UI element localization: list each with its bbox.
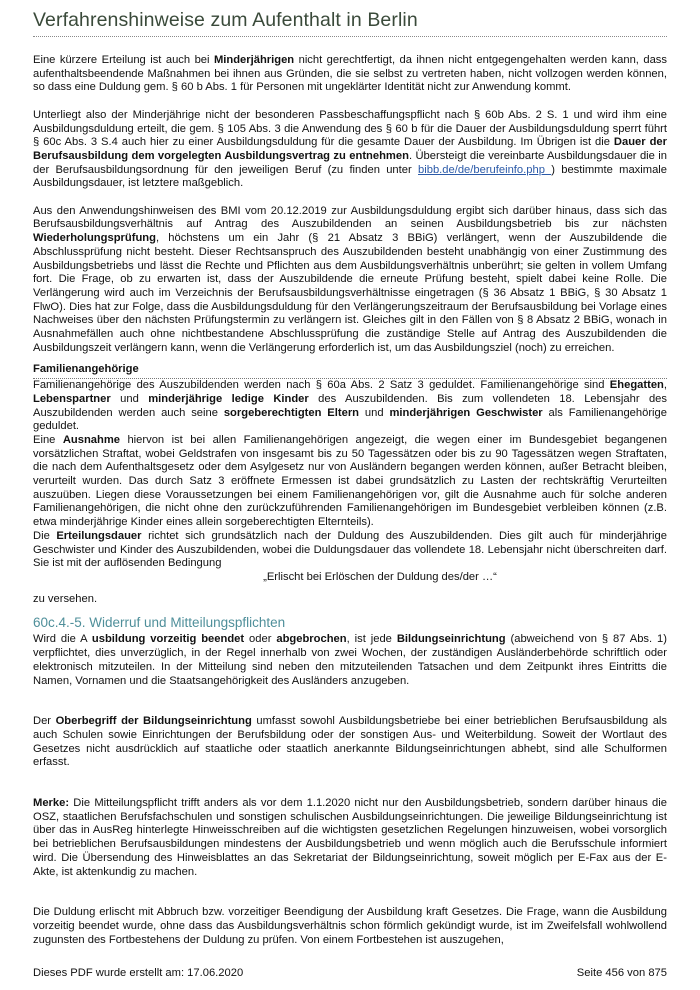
section-title: 60c.4.-5. Widerruf und Mitteilungspflichten	[33, 615, 286, 631]
text: (abweichend von § 87 Abs. 1) verpflichtet, dies unverzüglich, in der Regel innerhalb von zwei Wochen, der zuständigen Ausländerbehörde schriftlich oder elektronisch mitzuteilen. In der Mitteilung sind neben den mitzuteilenden Tatsachen und dem Zeitpunkt ihres Eintritts die Namen, Vornamen und die Staatsangehörigkeit des Ausländers anzugeben.	[33, 633, 667, 687]
emphasis: minderjährigen Geschwister	[389, 406, 543, 419]
family-heading: Familienangehörige	[33, 363, 139, 376]
creation-date: Dieses PDF wurde erstellt am: 17.06.2020	[33, 967, 244, 979]
emphasis: Dauer der Berufsausbildung dem vorgelegten Ausbildungsvertrag zu entnehmen	[33, 136, 667, 162]
text: Familienangehörige des Auszubildenden werden nach § 60a Abs. 2 Satz 3 geduldet. Familienangehörige sind	[33, 379, 610, 392]
emphasis: Wiederholungsprüfung	[33, 232, 156, 245]
paragraph-note	[33, 797, 667, 879]
emphasis: Ausnahme	[62, 433, 121, 446]
text: als Familienangehörige geduldet.	[33, 406, 667, 433]
emphasis: usbildung vorzeitig beendet	[91, 633, 245, 646]
paragraph-expiry: Die Duldung erlischt mit Abbruch bzw. vorzeitiger Beendigung der Ausbildung kraft Gesetzes. Die Frage, wann die Ausbildung vorzeitig beendet wurde, ohne dass das Ausbildungsverhältnis schon förmlich gekündigt wurde, ist im Zweifelsfall wohlwollend zugunsten des Fortbestehens der Duldung zu prüfen. Von einem Fortbestehen ist auszugehen,	[33, 906, 667, 946]
text: ,	[663, 379, 667, 392]
emphasis: Minderjährigen	[213, 54, 295, 66]
text: Unterliegt also der Minderjährige nicht der besonderen Passbeschaffungspflicht nach § 60b Abs. 2 S. 1 und wird ihm eine Ausbildungsduldung erteilt, die gem. § 105 Abs. 3 die Anwendung des § 60 b für die Dauer der Ausbildungsduldung sperrt führt § 60c Abs. 3 S.4 auch hier zu einer Ausbildungsduldung für die gesamte Dauer der Ausbildung. Im Übrigen ist die	[33, 108, 667, 149]
document-body	[33, 54, 667, 947]
title-divider	[33, 36, 667, 37]
text: Aus den Anwendungshinweisen des BMI vom 20.12.2019 zur Ausbildungsduldung ergibt sich darüber hinaus, dass sich das Berufsausbildungsverhältnis auf Antrag des Auszubildenden an seinen Ausbildungsbetrieb bis zur nächsten	[33, 204, 667, 231]
paragraph-notification-duty	[33, 633, 667, 688]
emphasis: sorgeberechtigten Eltern	[223, 406, 360, 419]
text: des Auszubildenden. Bis zum vollendeten 18. Lebensjahr des Auszubildenden werden auch seine	[33, 392, 667, 419]
emphasis: Merke:	[33, 797, 70, 810]
emphasis: Bildungseinrichtung	[396, 633, 506, 646]
text: Eine kürzere Erteilung ist auch bei	[33, 54, 214, 66]
text: , ist jede	[346, 633, 397, 646]
text: Die	[33, 529, 57, 542]
paragraph-family-duration	[33, 530, 667, 571]
text: Der	[33, 715, 56, 728]
text: Die Mitteilungspflicht trifft anders als vor dem 1.1.2020 nicht nur den Ausbildungsbetrieb, sondern darüber hinaus die OSZ, staatlichen Berufsfachschulen und sonstigen schulischen Ausbildungseinrichtungen. Die jeweilige Bildungseinrichtung ist über das in AusReg hinterlegte Hinweisschreiben auf die wichtigsten gesetzlichen Regelungen hinzuweisen, wobei vorsorglich bei betrieblichen Berufsausbildungen mindestens der Ausbildungsbetrieb und wenn möglich auch die Berufsschule informiert wird. Die Übersendung des Hinweisblattes an das Sekretariat der Bildungseinrichtung, soweit möglich per E-Fax aus der E-Akte, ist aktenkundig zu machen.	[33, 797, 667, 878]
emphasis: minderjährige ledige Kinder	[148, 392, 309, 405]
text: Eine	[33, 433, 63, 446]
page-title: Verfahrenshinweise zum Aufenthalt in Berlin	[33, 9, 418, 31]
text: und	[110, 392, 149, 405]
text: Wird die A	[33, 633, 92, 646]
emphasis: Oberbegriff der Bildungseinrichtung	[55, 715, 252, 728]
emphasis: Lebenspartner	[33, 392, 111, 405]
paragraph-bmi-guidance	[33, 205, 667, 356]
emphasis: Erteilungsdauer	[56, 529, 142, 542]
paragraph-training-duration	[33, 109, 667, 191]
paragraph-family-exception	[33, 434, 667, 530]
text: hiervon ist bei allen Familienangehörigen angezeigt, die wegen einer im Bundesgebiet begangenen vorsätzlichen Straftat, wobei Geldstrafen von insgesamt bis zu 50 Tagessätzen oder bis zu 90 Tagessätzen wegen Straftaten, die nach dem Aufenthaltsgesetz oder dem Asylgesetz nur von Ausländern begangen werden können, außer Betracht bleiben, verurteilt wurden. Das durch Satz 3 eröffnete Ermessen ist dabei grundsätzlich zu Lasten der rechtskräftig Verurteilten auszuüben. Liegen diese Voraussetzungen bei einem Familienangehörigen vor, gilt die Ausnahme auch für solche anderen Familienangehörigen, die nicht ohne den zurückzuführenden Familienangehörigen im Bundesgebiet verbleiben können (z.B. etwa minderjährige Kinder eines allein sorgeberechtigten Elternteils).	[33, 433, 667, 529]
paragraph-family-members	[33, 379, 667, 434]
text: , höchstens um ein Jahr (§ 21 Absatz 3 BBiG) verlängert, wenn der Auszubildende die Abschlussprüfung nicht besteht. Dieser Rechtsanspruch des Auszubildenden besteht unabhängig von einer Zustimmung des Ausbildungsbetriebs und lässt die Rechte und Pflichten aus dem Ausbildungsverhältnis unberührt; sie gelten in vollem Umfang fort. Die Frage, ob zu erwarten ist, dass der Auszubildende die erneute Prüfung besteht, spielt dabei keine Rolle. Die Verlängerung wird auch im Verzeichnis der Berufsausbildungsverhältnisse eingetragen (§ 36 Absatz 1 BBiG, § 30 Absatz 1 FlwO). Dies hat zur Folge, dass die Ausbildungsduldung für den Verlängerungszeitraum der Berufsausbildung bei Vorlage eines Nachweises über den nächsten Prüfungstermin zu verlängern ist. Gleiches gilt in den Fällen von § 8 Absatz 2 BBiG, wonach in Ausnahmefällen auch ohne nichtbestandene Abschlussprüfung die zuständige Stelle auf Antrag des Auszubildenden die Ausbildungszeit verlängern kann, wenn die Verlängerung erforderlich ist, um das Ausbildungsziel (noch) zu erreichen.	[33, 232, 667, 354]
bibb-link[interactable]: bibb.de/de/berufeinfo.php	[418, 163, 552, 176]
emphasis: abgebrochen	[276, 633, 347, 646]
text: richtet sich grundsätzlich nach der Duldung des Auszubildenden. Dies gilt auch für minderjährige Geschwister und Kinder des Auszubildenden, wobei die Duldungsdauer das vollendete 18. Lebensjahr nicht überschreiten darf. Sie ist mit der auflösenden Bedingung	[33, 529, 667, 570]
text: . Übersteigt die vereinbarte Ausbildungsdauer die in der Berufsausbildungsordnung für den jeweiligen Beruf (zu finden unter	[33, 149, 667, 176]
page-footer	[33, 967, 667, 981]
condition-quote: „Erlischt bei Erlöschen der Duldung des/der …“	[263, 570, 497, 583]
paragraph-education-institution	[33, 715, 667, 770]
text: und	[359, 406, 390, 419]
emphasis: Ehegatten	[609, 379, 664, 392]
text: oder	[244, 633, 277, 646]
text: ) bestimmte maximale Ausbildungsdauer, ist letztere maßgeblich.	[33, 163, 667, 190]
text: umfasst sowohl Ausbildungsbetriebe bei einer betrieblichen Berufsausbildung als auch Schulen sowie Einrichtungen der Berufsbildung oder der sonstigen Aus- und Weiterbildung. Soweit der Wortlaut des Gesetzes nicht ausdrücklich auf staatliche oder staatlich anerkannte Bildungseinrichtungen abhebt, sind alle Schulformen erfasst.	[33, 715, 667, 769]
text: nicht gerechtfertigt, da ihnen nicht entgegengehalten werden kann, dass aufenthaltsbeendende Maßnahmen bei ihnen aus Gründen, die sie selbst zu vertreten haben, nicht vollzogen werden können, so dass eine Duldung gem. § 60 b Abs. 1 für Personen mit ungeklärter Identität nicht zur Anwendung kommt.	[33, 54, 667, 94]
paragraph-minors	[33, 54, 667, 95]
page-number: Seite 456 von 875	[576, 967, 667, 979]
paragraph-closing: zu versehen.	[33, 592, 98, 605]
